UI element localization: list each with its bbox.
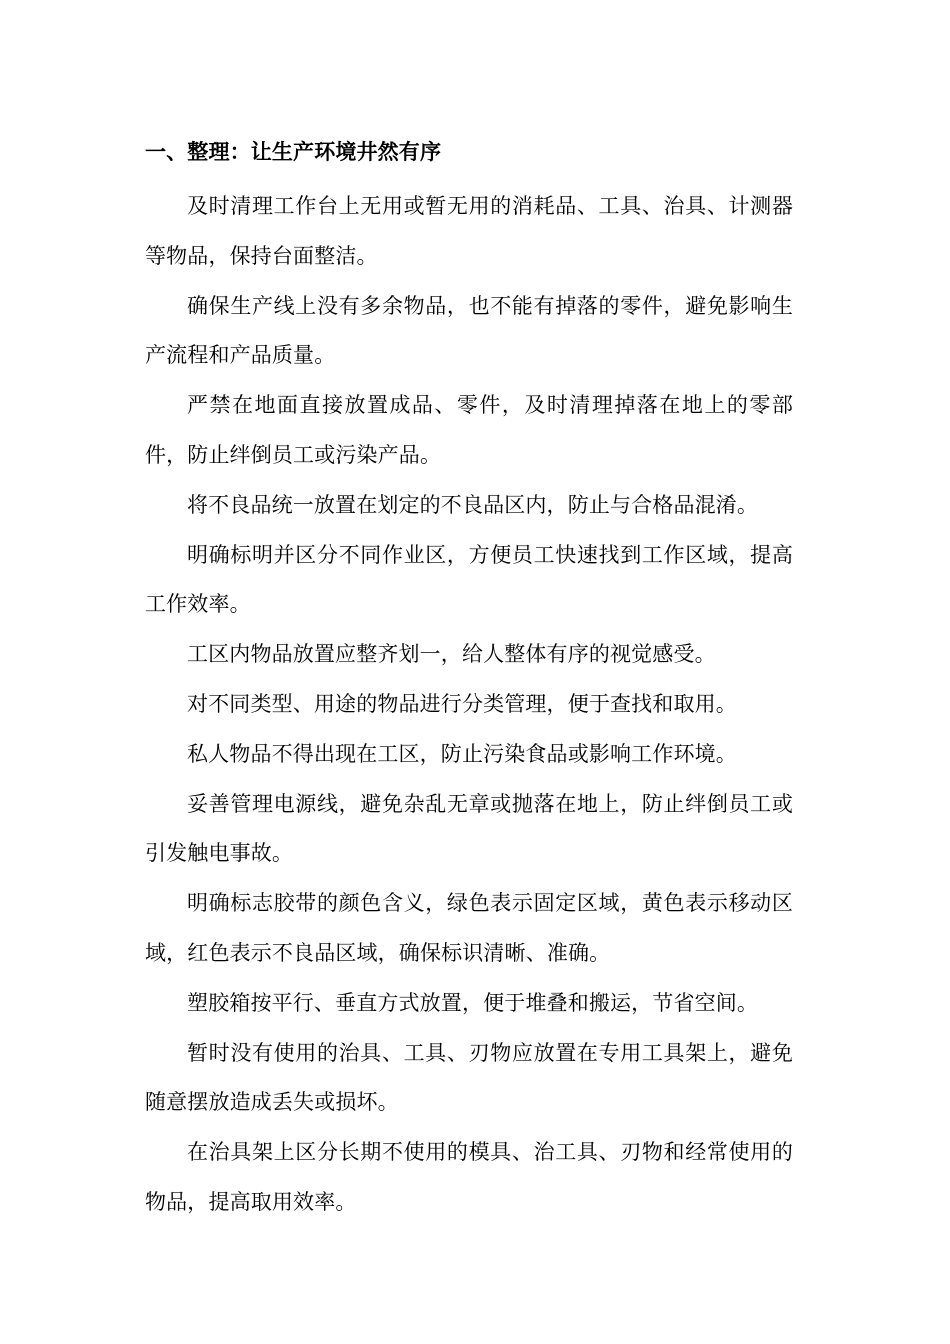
document-body [145,133,793,1228]
paragraph-5: 明确标明并区分不同作业区，方便员工快速找到工作区域，提高工作效率。 [145,542,793,617]
paragraph-7: 对不同类型、用途的物品进行分类管理，便于查找和取用。 [187,691,737,716]
paragraph-1: 及时清理工作台上无用或暂无用的消耗品、工具、治具、计测器等物品，保持台面整洁。 [145,194,793,268]
paragraph-2: 确保生产线上没有多余物品，也不能有掉落的零件，避免影响生产流程和产品质量。 [145,293,793,368]
paragraph-13: 在治具架上区分长期不使用的模具、治工具、刃物和经常使用的物品，提高取用效率。 [145,1140,793,1214]
paragraph-4: 将不良品统一放置在划定的不良品区内，防止与合格品混淆。 [187,492,759,517]
paragraph-9: 妥善管理电源线，避免杂乱无章或抛落在地上，防止绊倒员工或引发触电事故。 [145,791,793,866]
paragraph-12: 暂时没有使用的治具、工具、刃物应放置在专用工具架上，避免随意摆放造成丢失或损坏。 [145,1040,793,1115]
paragraph-6: 工区内物品放置应整齐划一，给人整体有序的视觉感受。 [187,642,716,667]
section-heading: 一、整理：让生产环境井然有序 [145,140,442,164]
paragraph-10: 明确标志胶带的颜色含义，绿色表示固定区域，黄色表示移动区域，红色表示不良品区域，确保标识清晰、准确。 [145,891,793,965]
paragraph-3: 严禁在地面直接放置成品、零件，及时清理掉落在地上的零部件，防止绊倒员工或污染产品。 [145,393,793,467]
paragraph-11: 塑胶箱按平行、垂直方式放置，便于堆叠和搬运，节省空间。 [187,990,759,1015]
paragraph-8: 私人物品不得出现在工区，防止污染食品或影响工作环境。 [187,741,737,766]
